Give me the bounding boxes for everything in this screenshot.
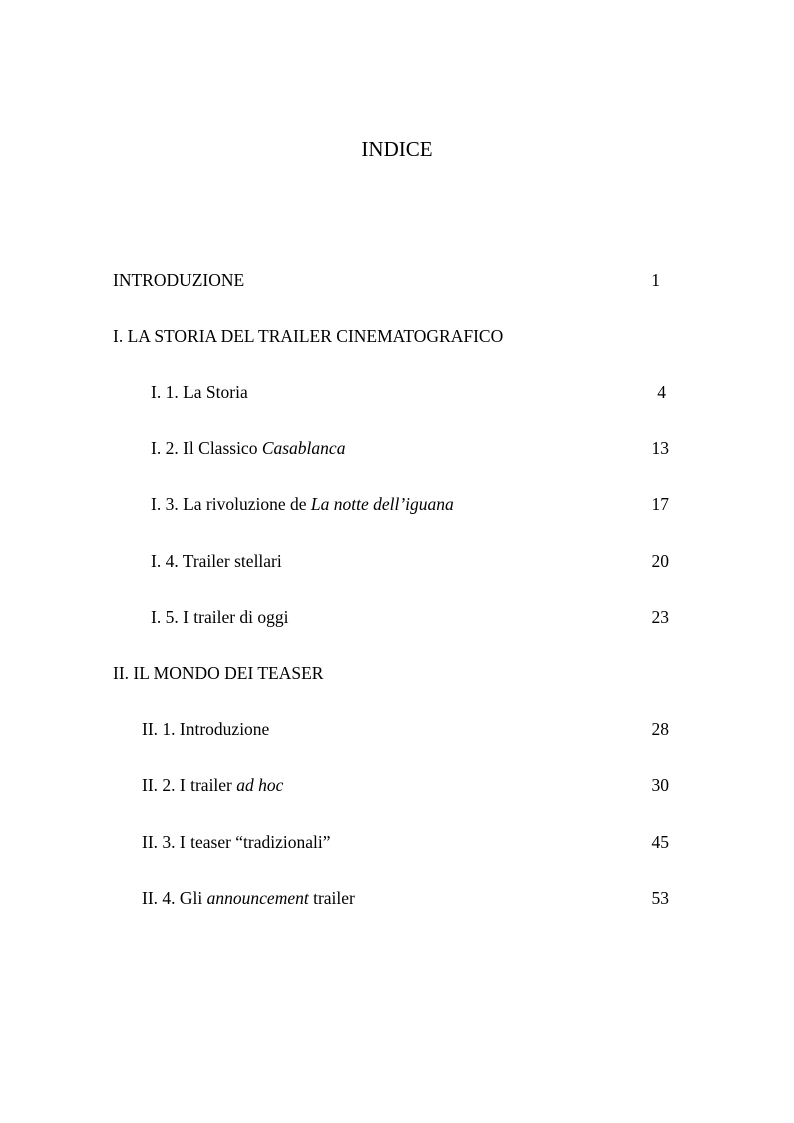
toc-entry-page: 17 <box>651 494 669 514</box>
toc-entry-2-4 <box>0 886 794 910</box>
toc-entry-label: INTRODUZIONE <box>113 270 245 290</box>
toc-chapter-2 <box>0 661 794 685</box>
toc-entry-italic: ad hoc <box>236 775 284 795</box>
toc-entry-label: II. 4. Gli announcement trailer <box>142 888 355 908</box>
toc-entry-1-1 <box>0 380 794 404</box>
toc-entry-italic: La notte dell’iguana <box>310 494 454 514</box>
toc-entry-label: II. 2. I trailer ad hoc <box>142 775 284 795</box>
toc-entry-page: 1 <box>651 270 660 290</box>
toc-entry-italic: Casablanca <box>261 438 346 458</box>
toc-entry-italic: announcement <box>206 888 309 908</box>
toc-entry-page: 4 <box>657 382 666 402</box>
toc-entry-introduzione <box>0 268 794 292</box>
toc-entry-1-3 <box>0 492 794 516</box>
toc-entry-label: II. 1. Introduzione <box>142 719 270 739</box>
page-title: INDICE <box>361 137 433 161</box>
toc-entry-page: 13 <box>651 438 669 458</box>
toc-chapter-label: II. IL MONDO DEI TEASER <box>113 663 324 683</box>
toc-chapter-1 <box>0 324 794 348</box>
toc-entry-label: I. 4. Trailer stellari <box>151 551 282 571</box>
toc-entry-label: II. 3. I teaser “tradizionali” <box>142 832 331 852</box>
toc-entry-label: I. 3. La rivoluzione de La notte dell’iguana <box>151 494 454 514</box>
toc-entry-page: 30 <box>651 775 669 795</box>
toc-entry-1-5 <box>0 605 794 629</box>
toc-entry-page: 23 <box>651 607 669 627</box>
toc-entry-page: 20 <box>651 551 669 571</box>
toc-entry-label: I. 2. Il Classico Casablanca <box>151 438 346 458</box>
toc-entry-label: I. 1. La Storia <box>151 382 248 402</box>
toc-entry-2-1 <box>0 717 794 741</box>
toc-entry-1-2 <box>0 436 794 460</box>
toc-entry-1-4 <box>0 549 794 573</box>
toc-chapter-label: I. LA STORIA DEL TRAILER CINEMATOGRAFICO <box>113 326 504 346</box>
toc-entry-page: 28 <box>651 719 669 739</box>
toc-entry-2-3 <box>0 830 794 854</box>
toc-entry-label: I. 5. I trailer di oggi <box>151 607 289 627</box>
toc-entry-page: 53 <box>651 888 669 908</box>
toc-entry-2-2 <box>0 773 794 797</box>
toc-entry-page: 45 <box>651 832 669 852</box>
